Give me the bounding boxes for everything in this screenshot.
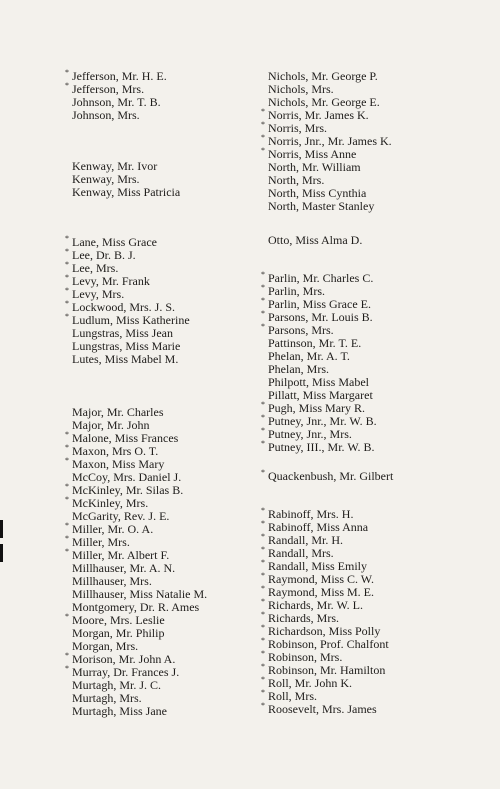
asterisk-marker: * — [261, 571, 265, 580]
name-group — [262, 234, 362, 247]
name-text: Lungstras, Miss Marie — [72, 339, 181, 353]
name-text: Parsons, Mrs. — [268, 323, 334, 337]
asterisk-marker: * — [261, 506, 265, 515]
name-entry — [66, 705, 207, 718]
asterisk-marker: * — [65, 81, 69, 90]
name-text: Quackenbush, Mr. Gilbert — [268, 469, 394, 483]
asterisk-marker: * — [261, 649, 265, 658]
asterisk-marker: * — [65, 482, 69, 491]
asterisk-marker: * — [261, 296, 265, 305]
name-text: Major, Mr. John — [72, 418, 150, 432]
name-text: Randall, Mrs. — [268, 546, 334, 560]
name-text: Murtagh, Mr. J. C. — [72, 678, 162, 692]
name-text: Maxon, Mrs O. T. — [72, 444, 159, 458]
name-text: Lee, Mrs. — [72, 261, 119, 275]
asterisk-marker: * — [261, 584, 265, 593]
name-text: Robinson, Mr. Hamilton — [268, 663, 386, 677]
asterisk-marker: * — [261, 270, 265, 279]
name-text: North, Miss Cynthia — [268, 186, 367, 200]
name-text: Jefferson, Mr. H. E. — [72, 69, 167, 83]
asterisk-marker: * — [261, 610, 265, 619]
name-text: Robinson, Prof. Chalfont — [268, 637, 389, 651]
asterisk-marker: * — [261, 322, 265, 331]
name-entry — [262, 234, 362, 247]
name-text: Millhauser, Mr. A. N. — [72, 561, 176, 575]
name-text: McKinley, Mr. Silas B. — [72, 483, 184, 497]
name-entry — [262, 200, 392, 213]
asterisk-marker: * — [261, 413, 265, 422]
name-text: Kenway, Mrs. — [72, 172, 140, 186]
name-text: Morison, Mr. John A. — [72, 652, 176, 666]
name-text: Malone, Miss Frances — [72, 431, 179, 445]
asterisk-marker: * — [261, 426, 265, 435]
name-group — [262, 70, 392, 213]
asterisk-marker: * — [65, 260, 69, 269]
name-entry — [262, 441, 377, 454]
asterisk-marker: * — [261, 701, 265, 710]
asterisk-marker: * — [261, 623, 265, 632]
asterisk-marker: * — [261, 636, 265, 645]
name-text: Miller, Mrs. — [72, 535, 130, 549]
binding-mark — [0, 520, 3, 538]
asterisk-marker: * — [261, 688, 265, 697]
name-text: McCoy, Mrs. Daniel J. — [72, 470, 182, 484]
name-text: Randall, Miss Emily — [268, 559, 367, 573]
name-text: Montgomery, Dr. R. Ames — [72, 600, 200, 614]
name-text: North, Mr. William — [268, 160, 361, 174]
name-entry — [66, 186, 180, 199]
name-text: Norris, Mr. James K. — [268, 108, 369, 122]
name-text: Parlin, Miss Grace E. — [268, 297, 371, 311]
asterisk-marker: * — [65, 547, 69, 556]
name-text: McGarity, Rev. J. E. — [72, 509, 170, 523]
asterisk-marker: * — [65, 456, 69, 465]
name-text: Pattinson, Mr. T. E. — [268, 336, 362, 350]
asterisk-marker: * — [65, 521, 69, 530]
name-text: McKinley, Mrs. — [72, 496, 149, 510]
asterisk-marker: * — [261, 309, 265, 318]
name-text: Johnson, Mrs. — [72, 108, 140, 122]
name-text: Kenway, Mr. Ivor — [72, 159, 158, 173]
name-group — [262, 470, 393, 483]
name-text: Lee, Dr. B. J. — [72, 248, 136, 262]
asterisk-marker: * — [261, 545, 265, 554]
name-text: Maxon, Miss Mary — [72, 457, 165, 471]
name-text: Roosevelt, Mrs. James — [268, 702, 377, 716]
asterisk-marker: * — [261, 283, 265, 292]
name-text: Richards, Mrs. — [268, 611, 339, 625]
asterisk-marker: * — [65, 612, 69, 621]
name-text: North, Master Stanley — [268, 199, 375, 213]
name-text: Levy, Mr. Frank — [72, 274, 150, 288]
asterisk-marker: * — [65, 664, 69, 673]
name-group — [262, 272, 377, 454]
asterisk-marker: * — [65, 286, 69, 295]
asterisk-marker: * — [261, 146, 265, 155]
name-text: Murray, Dr. Frances J. — [72, 665, 180, 679]
asterisk-marker: * — [65, 495, 69, 504]
name-text: Randall, Mr. H. — [268, 533, 343, 547]
asterisk-marker: * — [261, 120, 265, 129]
asterisk-marker: * — [65, 443, 69, 452]
name-text: Rabinoff, Miss Anna — [268, 520, 369, 534]
name-text: Lutes, Miss Mabel M. — [72, 352, 179, 366]
name-text: Millhauser, Miss Natalie M. — [72, 587, 208, 601]
asterisk-marker: * — [261, 439, 265, 448]
name-group — [66, 70, 167, 122]
asterisk-marker: * — [261, 133, 265, 142]
name-text: Philpott, Miss Mabel — [268, 375, 370, 389]
name-text: Roll, Mr. John K. — [268, 676, 353, 690]
name-text: Lungstras, Miss Jean — [72, 326, 173, 340]
name-text: Murtagh, Mrs. — [72, 691, 142, 705]
name-text: Moore, Mrs. Leslie — [72, 613, 165, 627]
name-text: Norris, Miss Anne — [268, 147, 357, 161]
name-text: Norris, Mrs. — [268, 121, 327, 135]
asterisk-marker: * — [261, 558, 265, 567]
name-text: Morgan, Mrs. — [72, 639, 139, 653]
name-text: Parlin, Mr. Charles C. — [268, 271, 374, 285]
name-text: Rabinoff, Mrs. H. — [268, 507, 354, 521]
asterisk-marker: * — [261, 597, 265, 606]
name-text: Parsons, Mr. Louis B. — [268, 310, 373, 324]
name-text: Parlin, Mrs. — [268, 284, 325, 298]
name-text: Millhauser, Mrs. — [72, 574, 152, 588]
asterisk-marker: * — [261, 532, 265, 541]
asterisk-marker: * — [261, 468, 265, 477]
asterisk-marker: * — [65, 430, 69, 439]
name-text: Major, Mr. Charles — [72, 405, 164, 419]
name-text: Putney, Jnr., Mrs. — [268, 427, 352, 441]
asterisk-marker: * — [65, 247, 69, 256]
name-text: Norris, Jnr., Mr. James K. — [268, 134, 392, 148]
name-text: Murtagh, Miss Jane — [72, 704, 167, 718]
name-text: Raymond, Miss M. E. — [268, 585, 375, 599]
name-text: Otto, Miss Alma D. — [268, 233, 363, 247]
name-text: Jefferson, Mrs. — [72, 82, 145, 96]
name-text: Richards, Mr. W. L. — [268, 598, 363, 612]
name-text: Lane, Miss Grace — [72, 235, 157, 249]
name-group — [66, 236, 190, 366]
name-text: Phelan, Mrs. — [268, 362, 329, 376]
asterisk-marker: * — [261, 662, 265, 671]
name-text: Lockwood, Mrs. J. S. — [72, 300, 176, 314]
asterisk-marker: * — [261, 107, 265, 116]
binding-marks — [0, 520, 3, 568]
name-text: Kenway, Miss Patricia — [72, 185, 181, 199]
asterisk-marker: * — [65, 312, 69, 321]
name-text: Pillatt, Miss Margaret — [268, 388, 373, 402]
name-text: Johnson, Mr. T. B. — [72, 95, 161, 109]
asterisk-marker: * — [65, 68, 69, 77]
name-text: Morgan, Mr. Philip — [72, 626, 165, 640]
name-text: Nichols, Mr. George P. — [268, 69, 378, 83]
binding-mark — [0, 544, 3, 562]
name-text: Putney, III., Mr. W. B. — [268, 440, 375, 454]
name-text: Richardson, Miss Polly — [268, 624, 381, 638]
name-text: Pugh, Miss Mary R. — [268, 401, 366, 415]
asterisk-marker: * — [261, 675, 265, 684]
name-text: Nichols, Mr. George E. — [268, 95, 380, 109]
name-text: Roll, Mrs. — [268, 689, 318, 703]
name-text: Miller, Mr. Albert F. — [72, 548, 170, 562]
asterisk-marker: * — [261, 519, 265, 528]
name-text: Robinson, Mrs. — [268, 650, 343, 664]
name-group — [66, 406, 207, 718]
name-group — [262, 508, 389, 716]
name-text: Ludlum, Miss Katherine — [72, 313, 190, 327]
name-entry — [66, 353, 190, 366]
name-text: Phelan, Mr. A. T. — [268, 349, 350, 363]
asterisk-marker: * — [65, 534, 69, 543]
asterisk-marker: * — [261, 400, 265, 409]
name-text: Putney, Jnr., Mr. W. B. — [268, 414, 377, 428]
name-entry — [262, 470, 393, 483]
name-text: Miller, Mr. O. A. — [72, 522, 154, 536]
name-group — [66, 160, 180, 199]
asterisk-marker: * — [65, 273, 69, 282]
name-text: Raymond, Miss C. W. — [268, 572, 375, 586]
name-text: Levy, Mrs. — [72, 287, 125, 301]
name-entry — [262, 703, 389, 716]
asterisk-marker: * — [65, 651, 69, 660]
name-text: North, Mrs. — [268, 173, 325, 187]
asterisk-marker: * — [65, 299, 69, 308]
name-text: Nichols, Mrs. — [268, 82, 334, 96]
name-entry — [66, 109, 167, 122]
asterisk-marker: * — [65, 234, 69, 243]
